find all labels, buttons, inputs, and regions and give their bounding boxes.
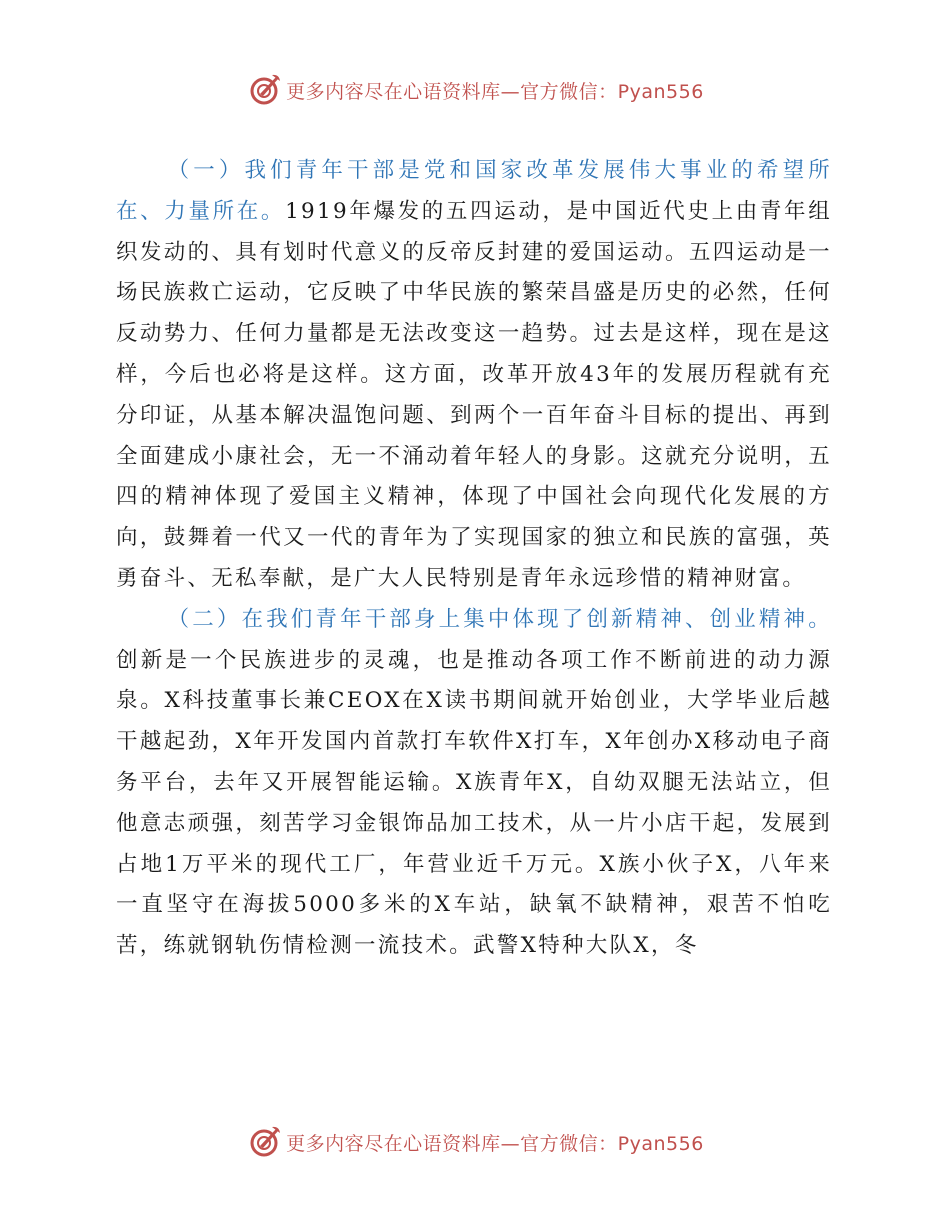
watermark-banner-top [0,70,950,110]
paragraph-2-body: 创新是一个民族进步的灵魂，也是推动各项工作不断前进的动力源泉。X科技董事长兼CEOX在X读书期间就开始创业，大学毕业后越干越起劲，X年开发国内首款打车软件X打车，X年创办X移动电子商务平台，去年又开展智能运输。X族青年X，自幼双腿无法站立，但他意志顽强，刻苦学习金银饰品加工技术，从一片小店干起，发展到占地1万平米的现代工厂，年营业近千万元。X族小伙子X，八年来一直坚守在海拔5000多米的X车站，缺氧不缺精神，艰苦不怕吃苦，练就钢轨伤情检测一流技术。武警X特种大队X，冬 [116,647,832,959]
watermark-text: 更多内容尽在心语资料库—官方微信：Pyan556 [286,80,704,103]
document-body [116,151,832,967]
paragraph-1-heading: （一）我们青年干部是党和国家改革发展伟大事业的希望所在、力量所在。 [116,158,832,224]
paragraph-2 [116,600,832,967]
paragraph-1-body: 1919年爆发的五四运动，是中国近代史上由青年组织发动的、具有划时代意义的反帝反封建的爱国运动。五四运动是一场民族救亡运动，它反映了中华民族的繁荣昌盛是历史的必然，任何反动势力、任何力量都是无法改变这一趋势。过去是这样，现在是这样，今后也必将是这样。这方面，改革开放43年的发展历程就有充分印证，从基本解决温饱问题、到两个一百年奋斗目标的提出、再到全面建成小康社会，无一不涌动着年轻人的身影。这就充分说明，五四的精神体现了爱国主义精神，体现了中国社会向现代化发展的方向，鼓舞着一代又一代的青年为了实现国家的独立和民族的富强，英勇奋斗、无私奉献，是广大人民特别是青年永远珍惜的精神财富。 [116,198,832,591]
quill-seal-icon [246,1124,282,1160]
watermark-text: 更多内容尽在心语资料库—官方微信：Pyan556 [286,1132,704,1155]
paragraph-2-heading: （二）在我们青年干部身上集中体现了创新精神、创业精神。 [167,606,832,632]
watermark-banner-bottom [0,1122,950,1162]
quill-seal-icon [246,72,282,108]
paragraph-1 [116,151,832,600]
